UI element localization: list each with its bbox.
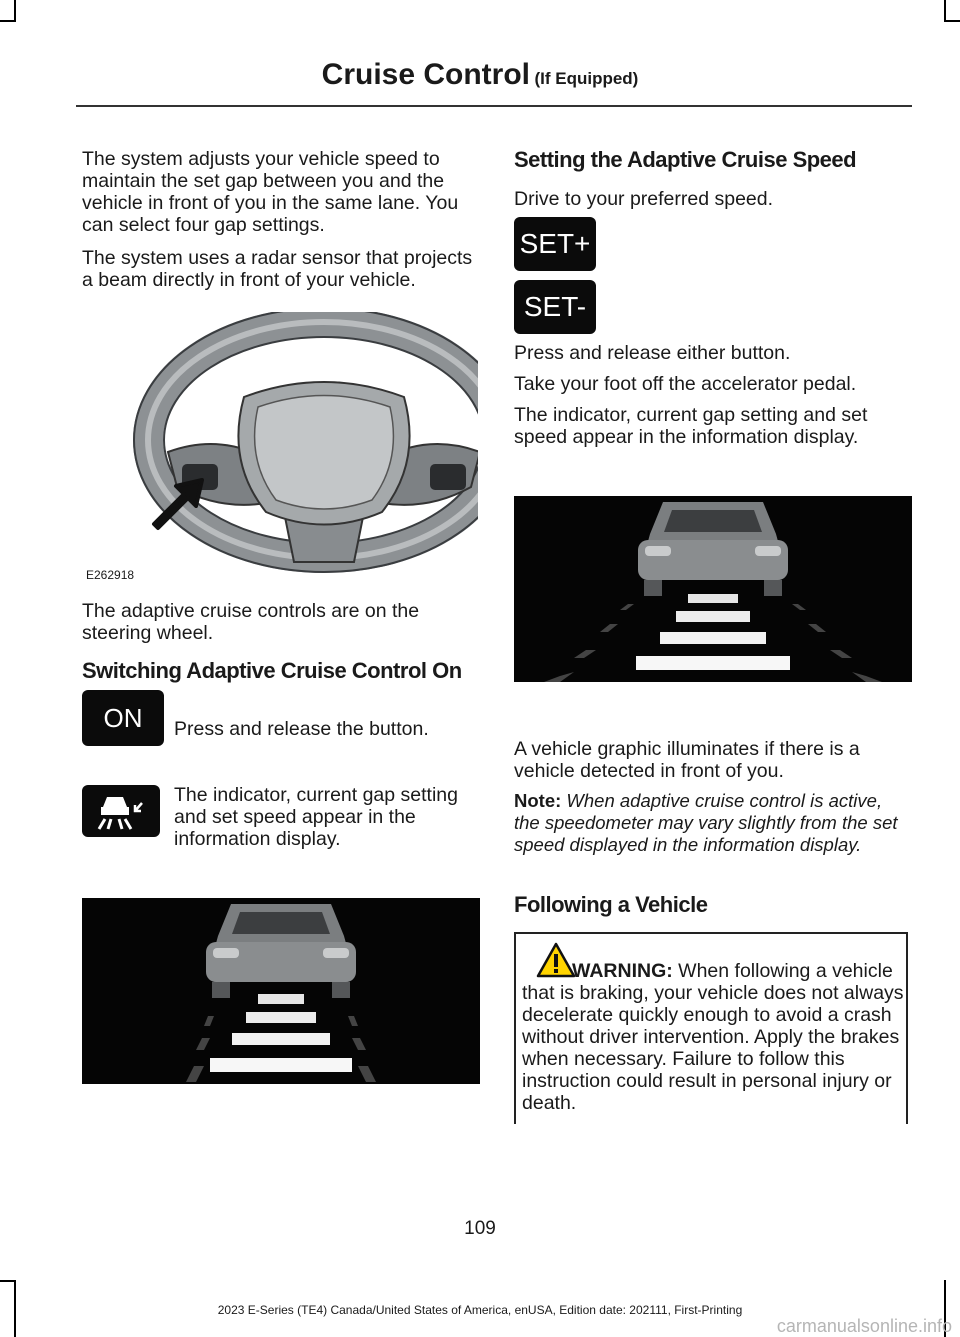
indicator-appear-text: The indicator, current gap setting and set speed appear in the information display. xyxy=(514,404,868,448)
setting-speed-heading: Setting the Adaptive Cruise Speed xyxy=(514,147,857,172)
radar-paragraph: The system uses a radar sensor that projects a beam directly in front of your vehicle. xyxy=(82,247,473,291)
gap-display-graphic xyxy=(82,898,480,1084)
crop-mark xyxy=(944,0,946,22)
intro-paragraph: The system adjusts your vehicle speed to maintain the set gap between you and the vehicle in front of you in the same lane. You can select four gap settings. xyxy=(82,148,459,236)
drive-text: Drive to your preferred speed. xyxy=(514,188,774,210)
page-number: 109 xyxy=(464,1218,496,1239)
setting-speed-heading-wrap xyxy=(514,148,912,171)
page-title: Cruise Control xyxy=(321,58,531,91)
note-text: When adaptive cruise control is active, the speedometer may vary slightly from the set speed displayed in the information display. xyxy=(514,790,898,855)
following-heading: Following a Vehicle xyxy=(514,892,708,917)
note-block xyxy=(514,790,912,856)
display-panel-left xyxy=(82,898,480,1084)
set-instructions xyxy=(514,342,912,448)
set-plus-label: SET+ xyxy=(519,228,591,259)
figure-id: E262918 xyxy=(86,568,135,582)
crop-mark xyxy=(14,0,16,22)
set-minus-button-icon xyxy=(514,280,596,334)
note-label: Note: xyxy=(514,790,562,811)
set-minus-label: SET- xyxy=(523,291,587,322)
warning-label: WARNING: xyxy=(572,960,673,982)
header-rule xyxy=(76,105,912,107)
indicator-instruction-text: The indicator, current gap setting and set speed appear in the information display. xyxy=(174,784,458,850)
controls-paragraph: The adaptive cruise controls are on the steering wheel. xyxy=(82,600,420,644)
on-button-label: ON xyxy=(103,702,143,733)
controls-text xyxy=(82,600,478,644)
switching-on-heading-wrap xyxy=(82,659,478,682)
page-subtitle: (If Equipped) xyxy=(534,69,639,88)
foot-off-text: Take your foot off the accelerator pedal. xyxy=(514,373,857,395)
crop-mark xyxy=(944,20,960,22)
following-heading-wrap xyxy=(514,893,912,916)
vehicle-detected-graphic xyxy=(514,496,912,682)
press-release-text: Press and release either button. xyxy=(514,342,791,364)
intro-text xyxy=(82,148,478,291)
switching-on-heading: Switching Adaptive Cruise Control On xyxy=(82,658,462,683)
on-instruction xyxy=(174,718,478,740)
watermark: carmanualsonline.info xyxy=(776,1316,952,1336)
on-instruction-text: Press and release the button. xyxy=(174,718,429,740)
on-button-icon xyxy=(82,690,164,746)
adaptive-cruise-indicator-icon xyxy=(82,785,160,837)
warning-box xyxy=(514,932,908,1124)
set-plus-button-icon xyxy=(514,217,596,271)
steering-wheel-figure xyxy=(82,312,478,584)
drive-text-wrap xyxy=(514,188,912,210)
crop-mark xyxy=(0,20,16,22)
warning-text: When following a vehicle that is braking, your vehicle does not always decelerate quickly enough to avoid a crash without driver intervention. Apply the brakes when necessary. Failure to follow this instruction could result in personal injury or death. xyxy=(522,960,904,1114)
vehicle-graphic-text-wrap xyxy=(514,738,912,782)
display-panel-right xyxy=(514,496,912,682)
page-header xyxy=(0,58,960,92)
vehicle-graphic-text: A vehicle graphic illuminates if there is a vehicle detected in front of you. xyxy=(514,738,860,782)
indicator-instruction xyxy=(174,784,478,850)
edition-footer: 2023 E-Series (TE4) Canada/United States of America, enUSA, Edition date: 202111, First-Printing xyxy=(217,1303,743,1317)
adaptive-cruise-icon xyxy=(95,791,147,831)
crop-mark xyxy=(0,1280,16,1282)
steering-wheel-illustration xyxy=(82,312,478,584)
